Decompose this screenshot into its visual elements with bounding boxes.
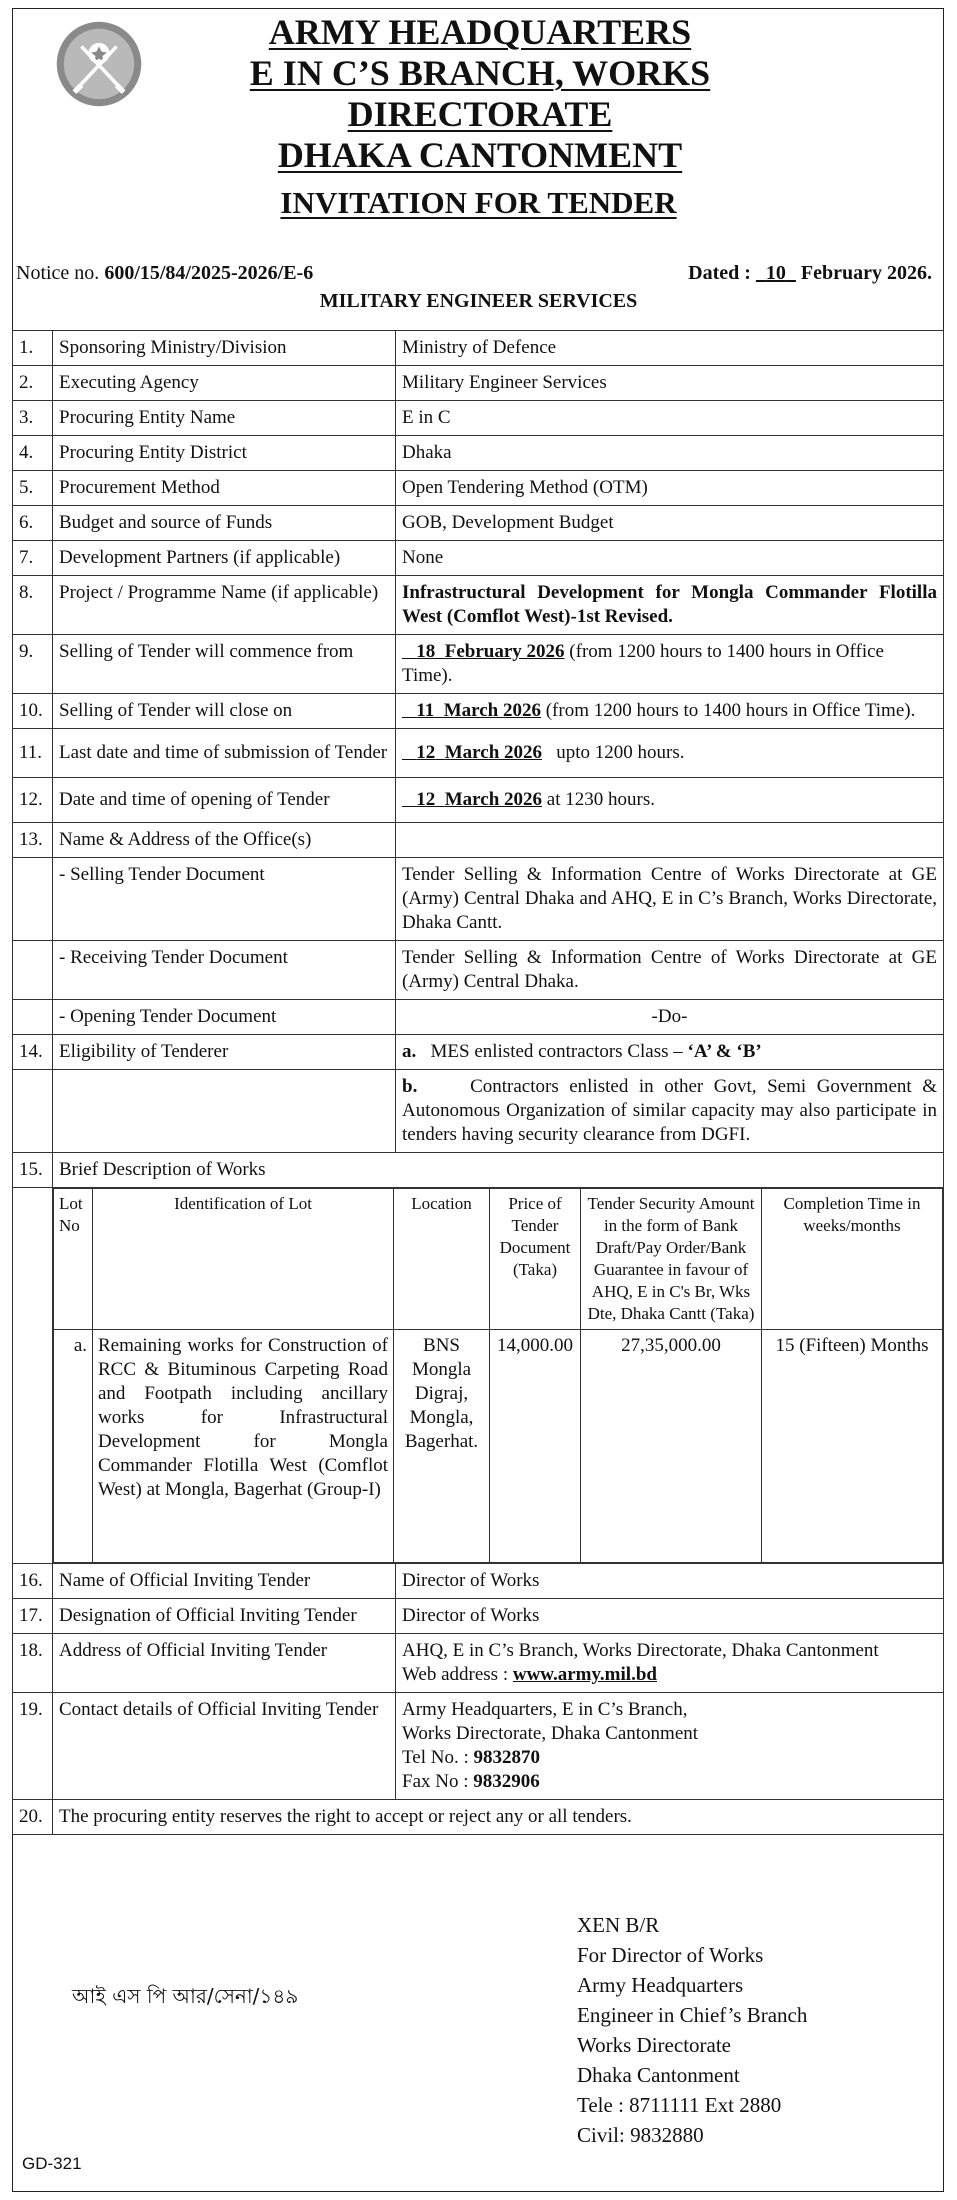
table-row: [13, 1188, 944, 1564]
contact-line-2: Works Directorate, Dhaka Cantonment: [402, 1723, 699, 1744]
table-row: [13, 331, 944, 366]
gd-code: GD-321: [22, 2154, 82, 2173]
row-number: 4.: [13, 436, 53, 471]
eligibility-a: a. MES enlisted contractors Class – ‘A’ & ‘B’: [396, 1035, 944, 1070]
row-value: Tender Selling & Information Centre of Works Directorate at GE (Army) Central Dhaka and AHQ, E in C’s Branch, Works Directorate, Dhaka Cantt.: [396, 858, 944, 941]
table-row: [13, 541, 944, 576]
row-note: The procuring entity reserves the right to accept or reject any or all tenders.: [53, 1800, 944, 1835]
table-row: [13, 694, 944, 729]
row-label: Selling of Tender will commence from: [53, 635, 396, 694]
row-label: Selling of Tender will close on: [53, 694, 396, 729]
address-value: AHQ, E in C’s Branch, Works Directorate, Dhaka Cantonment: [402, 1640, 879, 1661]
row-label: Development Partners (if applicable): [53, 541, 396, 576]
row-label: Budget and source of Funds: [53, 506, 396, 541]
dated-label: Dated :: [688, 262, 751, 284]
row-label: Procurement Method: [53, 471, 396, 506]
subtitle: MILITARY ENGINEER SERVICES: [319, 290, 638, 312]
row-label: - Receiving Tender Document: [53, 941, 396, 1000]
table-row: [13, 506, 944, 541]
table-row: [13, 401, 944, 436]
row-value: Director of Works: [396, 1564, 944, 1599]
row-label: Last date and time of submission of Tender: [53, 729, 396, 778]
dated-day: 10: [765, 262, 786, 284]
table-row: [13, 778, 944, 823]
notice-number: [16, 262, 313, 285]
table-row: [13, 635, 944, 694]
row-value: None: [396, 541, 944, 576]
row-label: Procuring Entity District: [53, 436, 396, 471]
row-number: [13, 858, 53, 941]
row-value: [396, 1693, 944, 1800]
works-subtable-cell: [53, 1188, 944, 1564]
row-number: 11.: [13, 729, 53, 778]
table-row: [13, 1000, 944, 1035]
table-row: [13, 1693, 944, 1800]
signature-line: Civil: 9832880: [577, 2123, 704, 2147]
lot-completion: 15 (Fifteen) Months: [762, 1330, 943, 1563]
table-row: [13, 576, 944, 635]
row-number: 7.: [13, 541, 53, 576]
table-row: [13, 941, 944, 1000]
header-identification: Identification of Lot: [93, 1189, 394, 1330]
row-number: 9.: [13, 635, 53, 694]
lot-location: BNS Mongla Digraj, Mongla, Bagerhat.: [394, 1330, 490, 1563]
signature-line: Works Directorate: [577, 2033, 731, 2057]
row-value: GOB, Development Budget: [396, 506, 944, 541]
row-value: Military Engineer Services: [396, 366, 944, 401]
row-label: - Selling Tender Document: [53, 858, 396, 941]
table-row: [13, 1564, 944, 1599]
row-number: [13, 1070, 53, 1153]
lot-security: 27,35,000.00: [581, 1330, 762, 1563]
lot-number: a.: [54, 1330, 93, 1563]
row-value: E in C: [396, 401, 944, 436]
header-line-3: DHAKA CANTONMENT: [277, 135, 683, 175]
row-number: 18.: [13, 1634, 53, 1693]
table-row: [13, 1634, 944, 1693]
row-number: 10.: [13, 694, 53, 729]
row-label: Eligibility of Tenderer: [53, 1035, 396, 1070]
row-value: Tender Selling & Information Centre of Works Directorate at GE (Army) Central Dhaka.: [396, 941, 944, 1000]
table-row: [13, 1153, 944, 1188]
table-row: [13, 1800, 944, 1835]
row-number: [13, 941, 53, 1000]
row-number: 14.: [13, 1035, 53, 1070]
row-label: Address of Official Inviting Tender: [53, 1634, 396, 1693]
contact-tel: Tel No. : 9832870: [402, 1747, 540, 1768]
row-value: -Do-: [396, 1000, 944, 1035]
row-number: 15.: [13, 1153, 53, 1188]
document-header: [150, 12, 810, 176]
row-value: Ministry of Defence: [396, 331, 944, 366]
row-value: 11 March 2026 (from 1200 hours to 1400 hours in Office Time).: [396, 694, 944, 729]
contact-line-1: Army Headquarters, E in C’s Branch,: [402, 1699, 688, 1720]
table-row: [13, 471, 944, 506]
header-location: Location: [394, 1189, 490, 1330]
table-row: [13, 1070, 944, 1153]
row-label: Name & Address of the Office(s): [53, 823, 396, 858]
row-number: 5.: [13, 471, 53, 506]
row-label: Procuring Entity Name: [53, 401, 396, 436]
signature-line: For Director of Works: [577, 1943, 764, 1967]
subtable-header-row: [54, 1189, 943, 1330]
row-number: 8.: [13, 576, 53, 635]
row-number: 17.: [13, 1599, 53, 1634]
signature-line: XEN B/R: [577, 1913, 660, 1937]
row-label: Sponsoring Ministry/Division: [53, 331, 396, 366]
header-completion: Completion Time in weeks/months: [762, 1189, 943, 1330]
row-label: Designation of Official Inviting Tender: [53, 1599, 396, 1634]
header-line-2: E IN C’S BRANCH, WORKS DIRECTORATE: [249, 53, 711, 134]
ispr-code: আই এস পি আর/সেনা/১৪৯: [72, 1984, 299, 2008]
row-number: [13, 1188, 53, 1564]
notice-date: [688, 262, 932, 285]
web-link[interactable]: www.army.mil.bd: [512, 1664, 657, 1685]
row-value: 18 February 2026 (from 1200 hours to 1400 hours in Office Time).: [396, 635, 944, 694]
subtable-lot-row: [54, 1330, 943, 1563]
signature-line: Engineer in Chief’s Branch: [577, 2003, 808, 2027]
row-label: Contact details of Official Inviting Tender: [53, 1693, 396, 1800]
works-subtable: [53, 1188, 943, 1563]
page-title: INVITATION FOR TENDER: [280, 185, 677, 220]
row-label: Brief Description of Works: [53, 1153, 944, 1188]
row-number: 6.: [13, 506, 53, 541]
table-row: [13, 1035, 944, 1070]
table-row: [13, 1599, 944, 1634]
table-row: [13, 366, 944, 401]
header-price: Price of Tender Document (Taka): [490, 1189, 581, 1330]
row-label: Project / Programme Name (if applicable): [53, 576, 396, 635]
header-security: Tender Security Amount in the form of Bank Draft/Pay Order/Bank Guarantee in favour of AHQ, E in C's Br, Wks Dte, Dhaka Cantt (Taka): [581, 1189, 762, 1330]
row-number: 19.: [13, 1693, 53, 1800]
notice-value: 600/15/84/2025-2026/E-6: [104, 262, 314, 284]
row-number: [13, 1000, 53, 1035]
eligibility-b: b. Contractors enlisted in other Govt, Semi Government & Autonomous Organization of similar capacity may also participate in tenders having security clearance from DGFI.: [396, 1070, 944, 1153]
tender-table: [12, 330, 944, 1835]
row-number: 2.: [13, 366, 53, 401]
header-line-1: ARMY HEADQUARTERS: [268, 12, 692, 52]
signature-line: Tele : 8711111 Ext 2880: [577, 2093, 782, 2117]
row-label: Date and time of opening of Tender: [53, 778, 396, 823]
row-label: Name of Official Inviting Tender: [53, 1564, 396, 1599]
notice-label: Notice no.: [16, 262, 100, 284]
signature-line: Army Headquarters: [577, 1973, 744, 1997]
row-number: 12.: [13, 778, 53, 823]
table-row: [13, 436, 944, 471]
web-address: Web address : www.army.mil.bd: [402, 1664, 657, 1685]
row-value: [396, 1634, 944, 1693]
row-value: [396, 823, 944, 858]
row-number: 13.: [13, 823, 53, 858]
header-lot: Lot No: [54, 1189, 93, 1330]
project-name: Infrastructural Development for Mongla Commander Flotilla West (Comflot West)-1st Revised.: [396, 576, 944, 635]
dated-rest: February 2026.: [800, 262, 932, 284]
row-value: 12 March 2026 at 1230 hours.: [396, 778, 944, 823]
lot-identification: Remaining works for Construction of RCC & Bituminous Carpeting Road and Footpath including ancillary works for Infrastructural Development for Mongla Commander Flotilla West (Comflot West) at Mongla, Bagerhat (Group-I): [93, 1330, 394, 1563]
row-label: [53, 1070, 396, 1153]
row-label: - Opening Tender Document: [53, 1000, 396, 1035]
signature-block: [577, 1910, 807, 2150]
row-value: Open Tendering Method (OTM): [396, 471, 944, 506]
row-label: Executing Agency: [53, 366, 396, 401]
row-number: 1.: [13, 331, 53, 366]
row-value: 12 March 2026 upto 1200 hours.: [396, 729, 944, 778]
lot-price: 14,000.00: [490, 1330, 581, 1563]
table-row: [13, 729, 944, 778]
row-value: Dhaka: [396, 436, 944, 471]
row-number: 20.: [13, 1800, 53, 1835]
army-emblem-icon: [55, 20, 143, 108]
row-value: Director of Works: [396, 1599, 944, 1634]
row-number: 3.: [13, 401, 53, 436]
table-row: [13, 858, 944, 941]
signature-line: Dhaka Cantonment: [577, 2063, 740, 2087]
contact-fax: Fax No : 9832906: [402, 1771, 540, 1792]
table-row: [13, 823, 944, 858]
row-number: 16.: [13, 1564, 53, 1599]
